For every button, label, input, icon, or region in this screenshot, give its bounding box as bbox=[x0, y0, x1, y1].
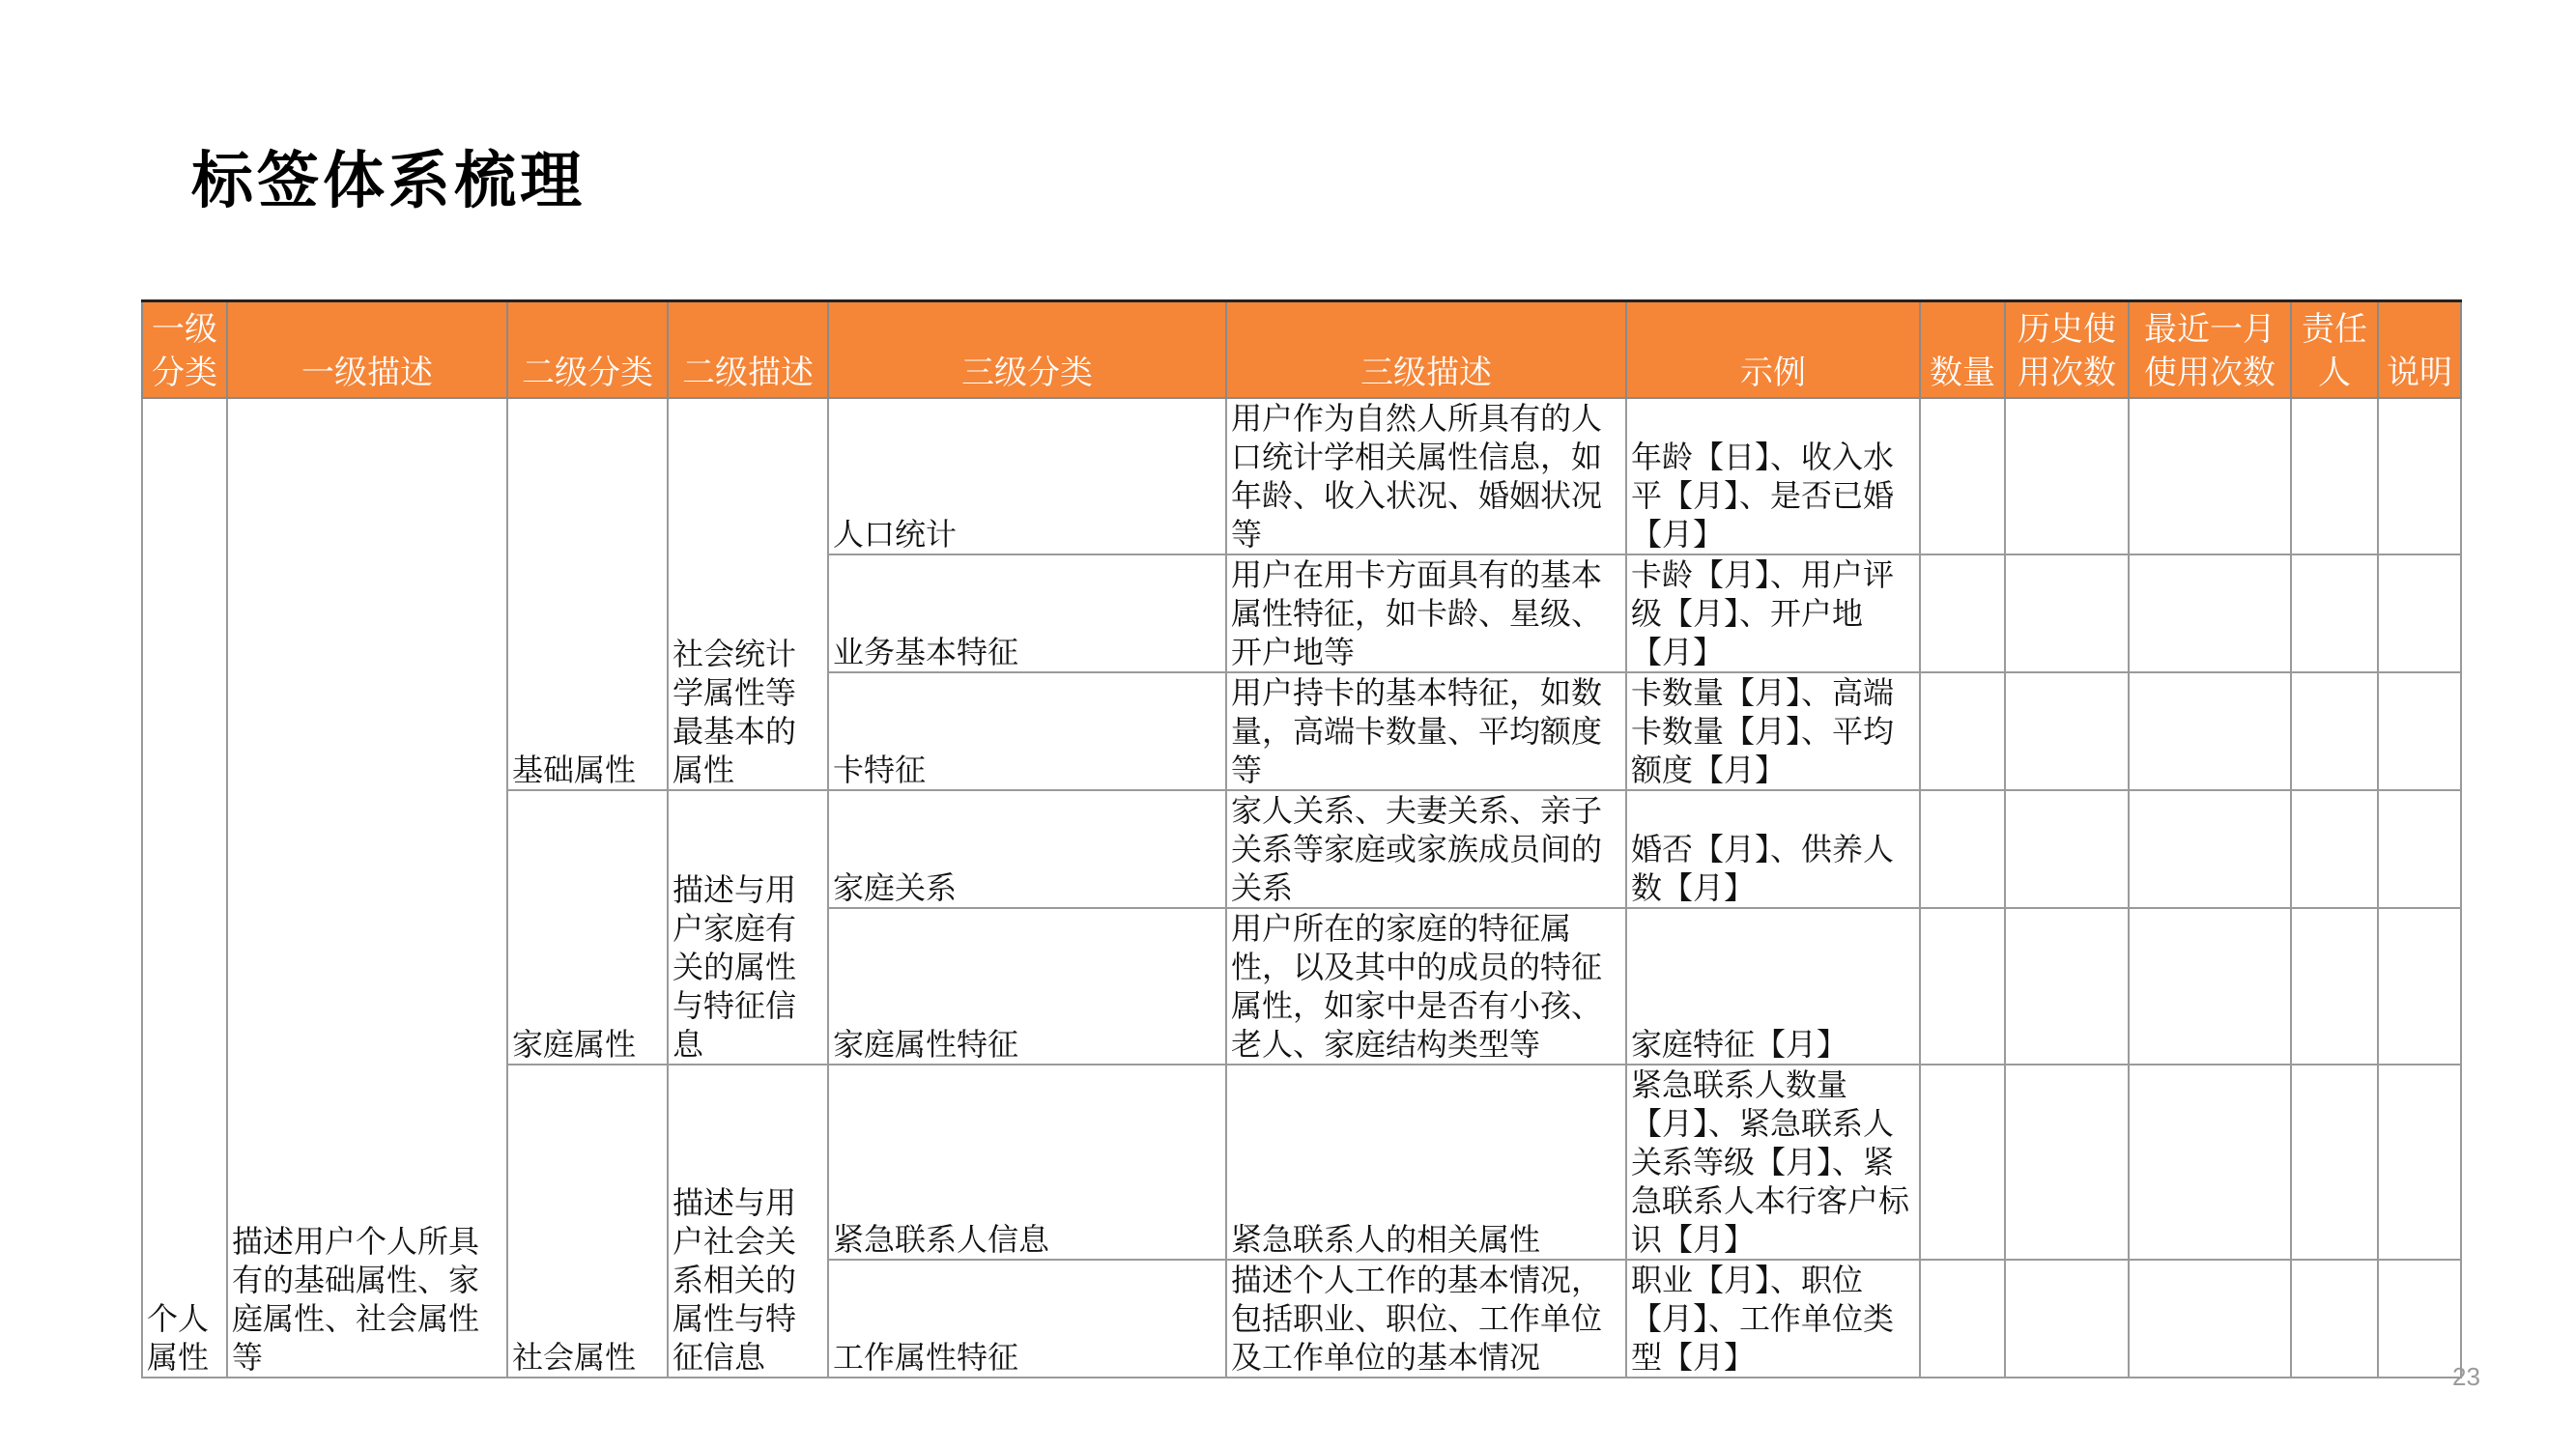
header-l1-category: 一级分类 bbox=[142, 301, 227, 399]
note-cell bbox=[2378, 790, 2461, 908]
count-cell bbox=[1920, 790, 2005, 908]
history-usage-cell bbox=[2005, 398, 2129, 554]
recent-usage-cell bbox=[2129, 908, 2291, 1065]
note-cell bbox=[2378, 908, 2461, 1065]
l3-desc-cell: 紧急联系人的相关属性 bbox=[1226, 1065, 1626, 1260]
table-row bbox=[142, 398, 2461, 554]
l3-category-cell: 紧急联系人信息 bbox=[828, 1065, 1226, 1260]
count-cell bbox=[1920, 554, 2005, 672]
history-usage-cell bbox=[2005, 1260, 2129, 1378]
owner-cell bbox=[2291, 672, 2378, 790]
header-row bbox=[142, 301, 2461, 399]
l2-desc-cell: 描述与用户社会关系相关的属性与特征信息 bbox=[668, 1065, 828, 1378]
example-cell: 职业【月】、职位【月】、工作单位类型【月】 bbox=[1626, 1260, 1920, 1378]
l1-category-cell: 个人属性 bbox=[142, 398, 227, 1378]
recent-usage-cell bbox=[2129, 398, 2291, 554]
owner-cell bbox=[2291, 1065, 2378, 1260]
recent-usage-cell bbox=[2129, 1260, 2291, 1378]
history-usage-cell bbox=[2005, 790, 2129, 908]
history-usage-cell bbox=[2005, 672, 2129, 790]
tag-system-table bbox=[141, 299, 2462, 1378]
header-history-usage: 历史使用次数 bbox=[2005, 301, 2129, 399]
l3-desc-cell: 描述个人工作的基本情况，包括职业、职位、工作单位及工作单位的基本情况 bbox=[1226, 1260, 1626, 1378]
l2-category-cell: 社会属性 bbox=[507, 1065, 668, 1378]
owner-cell bbox=[2291, 790, 2378, 908]
count-cell bbox=[1920, 1260, 2005, 1378]
header-l3-desc: 三级描述 bbox=[1226, 301, 1626, 399]
l3-category-cell: 卡特征 bbox=[828, 672, 1226, 790]
l1-desc-cell: 描述用户个人所具有的基础属性、家庭属性、社会属性等 bbox=[227, 398, 507, 1378]
header-l2-desc: 二级描述 bbox=[668, 301, 828, 399]
example-cell: 婚否【月】、供养人数【月】 bbox=[1626, 790, 1920, 908]
header-owner: 责任人 bbox=[2291, 301, 2378, 399]
l2-category-cell: 基础属性 bbox=[507, 398, 668, 790]
owner-cell bbox=[2291, 1260, 2378, 1378]
l3-desc-cell: 用户所在的家庭的特征属性，以及其中的成员的特征属性，如家中是否有小孩、老人、家庭结构类型等 bbox=[1226, 908, 1626, 1065]
header-l3-category: 三级分类 bbox=[828, 301, 1226, 399]
recent-usage-cell bbox=[2129, 554, 2291, 672]
count-cell bbox=[1920, 672, 2005, 790]
note-cell bbox=[2378, 1260, 2461, 1378]
l3-category-cell: 家庭属性特征 bbox=[828, 908, 1226, 1065]
l3-desc-cell: 用户持卡的基本特征，如数量，高端卡数量、平均额度等 bbox=[1226, 672, 1626, 790]
page-title: 标签体系梳理 bbox=[191, 145, 586, 217]
l3-desc-cell: 用户在用卡方面具有的基本属性特征，如卡龄、星级、开户地等 bbox=[1226, 554, 1626, 672]
l2-category-cell: 家庭属性 bbox=[507, 790, 668, 1065]
note-cell bbox=[2378, 672, 2461, 790]
page-number: 23 bbox=[2452, 1362, 2480, 1391]
header-note: 说明 bbox=[2378, 301, 2461, 399]
example-cell: 家庭特征【月】 bbox=[1626, 908, 1920, 1065]
example-cell: 卡数量【月】、高端卡数量【月】、平均额度【月】 bbox=[1626, 672, 1920, 790]
header-l1-desc: 一级描述 bbox=[227, 301, 507, 399]
count-cell bbox=[1920, 1065, 2005, 1260]
history-usage-cell bbox=[2005, 1065, 2129, 1260]
l3-category-cell: 家庭关系 bbox=[828, 790, 1226, 908]
count-cell bbox=[1920, 398, 2005, 554]
owner-cell bbox=[2291, 398, 2378, 554]
history-usage-cell bbox=[2005, 554, 2129, 672]
l2-desc-cell: 描述与用户家庭有关的属性与特征信息 bbox=[668, 790, 828, 1065]
l2-desc-cell: 社会统计学属性等最基本的属性 bbox=[668, 398, 828, 790]
example-cell: 年龄【日】、收入水平【月】、是否已婚【月】 bbox=[1626, 398, 1920, 554]
recent-usage-cell bbox=[2129, 790, 2291, 908]
header-count: 数量 bbox=[1920, 301, 2005, 399]
l3-category-cell: 业务基本特征 bbox=[828, 554, 1226, 672]
l3-desc-cell: 用户作为自然人所具有的人口统计学相关属性信息，如年龄、收入状况、婚姻状况等 bbox=[1226, 398, 1626, 554]
header-l2-category: 二级分类 bbox=[507, 301, 668, 399]
count-cell bbox=[1920, 908, 2005, 1065]
recent-usage-cell bbox=[2129, 1065, 2291, 1260]
header-recent-usage: 最近一月使用次数 bbox=[2129, 301, 2291, 399]
example-cell: 卡龄【月】、用户评级【月】、开户地【月】 bbox=[1626, 554, 1920, 672]
note-cell bbox=[2378, 1065, 2461, 1260]
l3-category-cell: 工作属性特征 bbox=[828, 1260, 1226, 1378]
note-cell bbox=[2378, 398, 2461, 554]
header-example: 示例 bbox=[1626, 301, 1920, 399]
owner-cell bbox=[2291, 908, 2378, 1065]
note-cell bbox=[2378, 554, 2461, 672]
owner-cell bbox=[2291, 554, 2378, 672]
l3-desc-cell: 家人关系、夫妻关系、亲子关系等家庭或家族成员间的关系 bbox=[1226, 790, 1626, 908]
l3-category-cell: 人口统计 bbox=[828, 398, 1226, 554]
example-cell: 紧急联系人数量【月】、紧急联系人关系等级【月】、紧急联系人本行客户标识【月】 bbox=[1626, 1065, 1920, 1260]
recent-usage-cell bbox=[2129, 672, 2291, 790]
history-usage-cell bbox=[2005, 908, 2129, 1065]
